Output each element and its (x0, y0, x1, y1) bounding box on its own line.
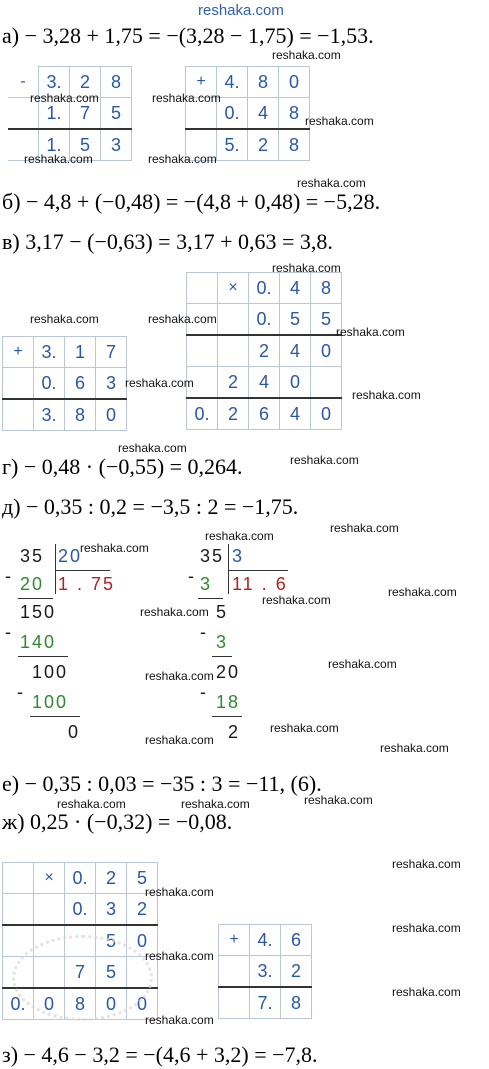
digit: 0 (96, 988, 127, 1020)
division-bar (228, 544, 229, 594)
division-divisor: 3 (232, 546, 245, 566)
calc-v-addition (2, 336, 127, 431)
digit: 8 (311, 273, 342, 304)
watermark: reshaka.com (145, 1013, 214, 1027)
digit: 8 (248, 67, 279, 98)
division-step: 20 (20, 574, 45, 594)
empty-cell (218, 335, 249, 367)
empty-cell (219, 956, 250, 988)
calc-z-addition (218, 924, 312, 1019)
digit: 3 (96, 368, 127, 400)
empty-cell (3, 894, 34, 926)
division-step: 100 (32, 662, 69, 682)
equation-zh: ж) 0,25 · (−0,32) = −0,08. (2, 809, 233, 834)
digit: 4 (249, 367, 280, 399)
digit: 2 (248, 129, 279, 161)
division-step: 5 (216, 602, 229, 622)
watermark: reshaka.com (118, 441, 187, 455)
watermark: reshaka.com (328, 657, 397, 671)
digit: 0 (311, 335, 342, 367)
division-step: 18 (216, 692, 241, 712)
digit: 4. (250, 925, 281, 956)
division-step: 150 (20, 602, 57, 622)
watermark: reshaka.com (145, 733, 214, 747)
watermark: reshaka.com (380, 741, 449, 755)
digit: 2 (218, 367, 249, 399)
empty-cell (3, 863, 34, 894)
division-line (55, 570, 110, 571)
digit: 0. (249, 273, 280, 304)
digit: 8 (279, 98, 310, 130)
minus-sign: - (5, 622, 13, 642)
digit: 4 (280, 273, 311, 304)
digit: 1 (65, 337, 96, 368)
division-underline (198, 598, 223, 599)
watermark: reshaka.com (336, 325, 405, 339)
watermark: reshaka.com (57, 797, 126, 811)
division-line (228, 570, 288, 571)
digit: 0 (127, 925, 158, 957)
digit: 0. (187, 398, 218, 430)
watermark: reshaka.com (30, 312, 99, 326)
digit: 4. (217, 67, 248, 98)
digit: 4 (248, 98, 279, 130)
digit: 5 (127, 863, 158, 894)
watermark: reshaka.com (80, 541, 149, 555)
digit: 0. (34, 368, 65, 400)
digit: 5 (280, 304, 311, 336)
digit: 0 (34, 988, 65, 1020)
equation-e: е) − 0,35 : 0,03 = −35 : 3 = −11, (6). (2, 771, 322, 796)
digit: 0. (3, 988, 34, 1020)
division-step: 3 (200, 574, 213, 594)
empty-cell (3, 399, 34, 431)
watermark: reshaka.com (262, 593, 331, 607)
equation-v: в) 3,17 − (−0,63) = 3,17 + 0,63 = 3,8. (2, 229, 333, 254)
digit: 2 (127, 894, 158, 926)
division-step: 2 (228, 722, 241, 742)
watermark: reshaka.com (304, 793, 373, 807)
digit: 0 (96, 399, 127, 431)
division-bar (55, 544, 56, 594)
watermark: reshaka.com (148, 312, 217, 326)
digit: 1. (39, 98, 70, 130)
watermark: reshaka.com (145, 949, 214, 963)
watermark: reshaka.com (330, 521, 399, 535)
division-underline (18, 656, 68, 657)
digit: 2 (218, 398, 249, 430)
watermark: reshaka.com (145, 669, 214, 683)
digit: 2 (70, 67, 101, 98)
digit: 2 (281, 956, 312, 988)
digit: 3 (96, 894, 127, 926)
division-dividend: 35 (20, 546, 45, 566)
digit: 8 (101, 67, 132, 98)
minus-sign: - (5, 566, 13, 586)
digit: 8 (281, 987, 312, 1019)
digit: 3. (34, 399, 65, 431)
digit: 0 (311, 398, 342, 430)
plus-sign: + (3, 337, 34, 368)
digit: 5 (70, 129, 101, 161)
digit: 0. (65, 894, 96, 926)
division-step: 20 (216, 662, 241, 682)
digit: 0 (280, 367, 311, 399)
minus-sign: - (200, 682, 208, 702)
site-header-watermark: reshaka.com (198, 2, 284, 19)
digit: 6 (65, 368, 96, 400)
times-sign: × (218, 273, 249, 304)
digit: 4 (280, 335, 311, 367)
division-underline (30, 716, 80, 717)
division-step: 140 (20, 632, 57, 652)
empty-cell (34, 894, 65, 926)
equation-a: а) − 3,28 + 1,75 = −(3,28 − 1,75) = −1,53. (2, 23, 374, 48)
digit: 6 (249, 398, 280, 430)
digit: 0. (65, 863, 96, 894)
watermark: reshaka.com (145, 885, 214, 899)
digit: 4 (280, 398, 311, 430)
division-underline (18, 598, 53, 599)
digit: 7 (96, 337, 127, 368)
digit: 0. (217, 98, 248, 130)
digit: 8 (65, 988, 96, 1020)
plus-sign: + (186, 67, 217, 98)
watermark: reshaka.com (297, 176, 366, 190)
equation-z: з) − 4,6 − 3,2 = −(4,6 + 3,2) = −7,8. (2, 1042, 318, 1067)
digit: 7. (250, 987, 281, 1019)
digit: 0 (127, 988, 158, 1020)
digit: 0. (249, 304, 280, 336)
equation-d: д) − 0,35 : 0,2 = −3,5 : 2 = −1,75. (2, 494, 299, 519)
division-quotient: 11 . 6 (232, 574, 288, 594)
minus-sign: - (20, 72, 26, 90)
watermark: reshaka.com (148, 152, 217, 166)
minus-sign: - (200, 622, 208, 642)
minus-sign: - (17, 682, 25, 702)
digit: 7 (65, 957, 96, 989)
digit: 6 (281, 925, 312, 956)
watermark: reshaka.com (392, 921, 461, 935)
watermark: reshaka.com (24, 152, 93, 166)
equation-g: г) − 0,48 · (−0,55) = 0,264. (2, 454, 243, 479)
digit: 8 (279, 129, 310, 161)
empty-cell (187, 335, 218, 367)
empty-cell (311, 367, 342, 399)
watermark: reshaka.com (30, 91, 99, 105)
digit: 5 (96, 957, 127, 989)
division-step: 100 (32, 692, 69, 712)
watermark: reshaka.com (181, 797, 250, 811)
empty-cell (187, 273, 218, 304)
watermark: reshaka.com (392, 985, 461, 999)
digit: 3 (101, 129, 132, 161)
calc-a-subtraction (8, 66, 132, 161)
watermark: reshaka.com (388, 585, 457, 599)
times-sign: × (34, 863, 65, 894)
digit: 2 (249, 335, 280, 367)
plus-sign: + (219, 925, 250, 956)
minus-sign: - (188, 566, 196, 586)
digit: 0 (279, 67, 310, 98)
digit: 5 (311, 304, 342, 336)
digit: 5. (217, 129, 248, 161)
digit: 3. (250, 956, 281, 988)
empty-cell (218, 304, 249, 336)
division-step: 3 (216, 632, 229, 652)
calc-g-multiplication (186, 272, 342, 430)
watermark: reshaka.com (305, 114, 374, 128)
watermark: reshaka.com (270, 721, 339, 735)
watermark: reshaka.com (152, 91, 221, 105)
digit: 2 (96, 863, 127, 894)
watermark: reshaka.com (352, 388, 421, 402)
division-divisor: 20 (58, 546, 83, 566)
watermark: reshaka.com (392, 857, 461, 871)
division-quotient: 1 . 75 (58, 574, 116, 594)
watermark: reshaka.com (140, 605, 209, 619)
division-step: 0 (68, 722, 81, 742)
watermark: reshaka.com (205, 529, 274, 543)
digit: 8 (65, 399, 96, 431)
digit: 3. (34, 337, 65, 368)
digit: 3. (39, 67, 70, 98)
empty-cell (219, 987, 250, 1019)
faded-stamp-icon (12, 935, 153, 1021)
division-underline (212, 716, 242, 717)
digit: 7 (70, 98, 101, 130)
watermark: reshaka.com (125, 376, 194, 390)
calc-b-addition (185, 66, 310, 161)
watermark: reshaka.com (272, 48, 341, 62)
watermark: reshaka.com (290, 453, 359, 467)
watermark: reshaka.com (272, 261, 341, 275)
digit: 1. (39, 129, 70, 161)
digit: 5 (96, 925, 127, 957)
division-underline (212, 656, 232, 657)
division-dividend: 35 (200, 546, 225, 566)
empty-cell (3, 368, 34, 400)
digit: 5 (101, 98, 132, 130)
equation-b: б) − 4,8 + (−0,48) = −(4,8 + 0,48) = −5,28. (2, 189, 381, 214)
